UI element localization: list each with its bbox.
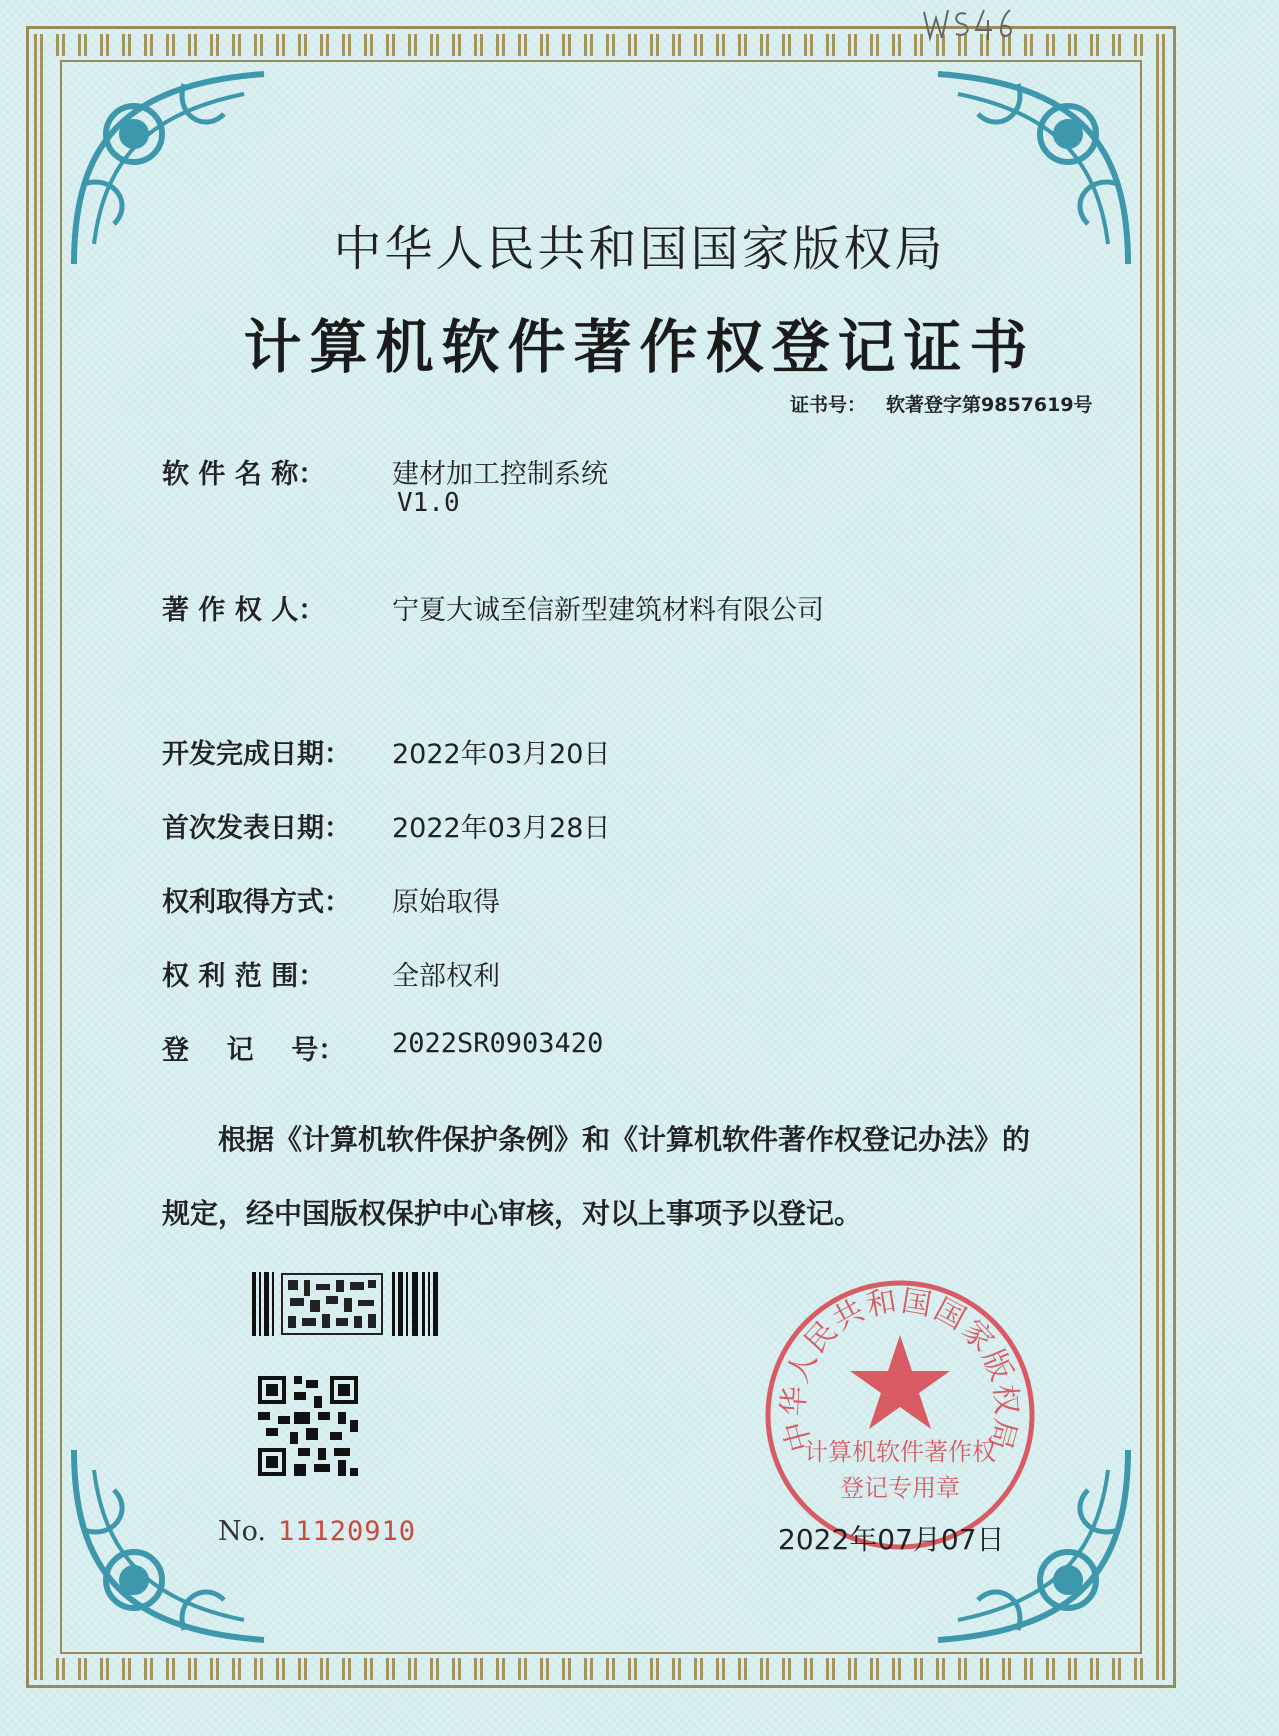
- official-seal: [760, 1275, 1040, 1555]
- field-dev-complete-date: [162, 732, 610, 771]
- software-name-value: 建材加工控制系统: [392, 459, 608, 490]
- first-publish-date-value: 2022年03月28日: [392, 813, 611, 844]
- acquisition-method-value: 原始取得: [392, 887, 500, 918]
- first-publish-date-label: 首次发表日期：: [162, 813, 351, 844]
- field-registration-no: [162, 1028, 603, 1067]
- certificate-title: 计算机软件著作权登记证书: [243, 313, 1036, 381]
- serial-prefix: No.: [218, 1516, 266, 1547]
- field-acquisition-method: [162, 880, 500, 919]
- copyright-owner-value: 宁夏大诚至信新型建筑材料有限公司: [392, 595, 824, 626]
- field-software-name: [162, 452, 608, 491]
- handwritten-mark: [918, 4, 1018, 44]
- field-copyright-owner: [162, 588, 824, 627]
- copyright-owner-label: 著 作 权 人：: [162, 595, 326, 626]
- seal-line-1: 计算机软件著作权: [804, 1438, 996, 1466]
- qr-code: [258, 1376, 358, 1476]
- seal-ring-text: 中华人民共和国国家版权局: [776, 1283, 1024, 1456]
- acquisition-method-label: 权利取得方式：: [162, 887, 351, 918]
- certificate-number-value: 软著登字第9857619号: [886, 394, 1093, 416]
- rights-scope-value: 全部权利: [392, 961, 500, 992]
- rights-scope-label: 权 利 范 围：: [162, 961, 326, 992]
- field-first-publish-date: [162, 806, 610, 845]
- dev-complete-date-value: 2022年03月20日: [392, 739, 611, 770]
- software-name-label: 软 件 名 称：: [162, 459, 326, 490]
- issue-date: 2022年07月07日: [778, 1523, 1005, 1556]
- seal-line-2: 登记专用章: [840, 1474, 960, 1502]
- registration-no-value: 2022SR0903420: [392, 1028, 604, 1059]
- field-rights-scope: [162, 954, 500, 993]
- serial-value: 11120910: [278, 1516, 417, 1547]
- legal-basis-line-2: 规定，经中国版权保护中心审核，对以上事项予以登记。: [162, 1197, 863, 1230]
- seal-star-icon: [850, 1335, 950, 1429]
- barcode: [252, 1272, 438, 1336]
- legal-basis-line-1: 根据《计算机软件保护条例》和《计算机软件著作权登记办法》的: [218, 1123, 1031, 1156]
- issuing-authority: 中华人民共和国国家版权局: [333, 221, 946, 277]
- registration-no-label: 登 记 号：: [162, 1035, 346, 1066]
- serial-number: [218, 1516, 416, 1547]
- certificate-number-label: 证书号：: [790, 394, 867, 416]
- certificate-number: [790, 390, 1093, 417]
- dev-complete-date-label: 开发完成日期：: [162, 739, 351, 770]
- software-version: V1.0: [397, 488, 460, 518]
